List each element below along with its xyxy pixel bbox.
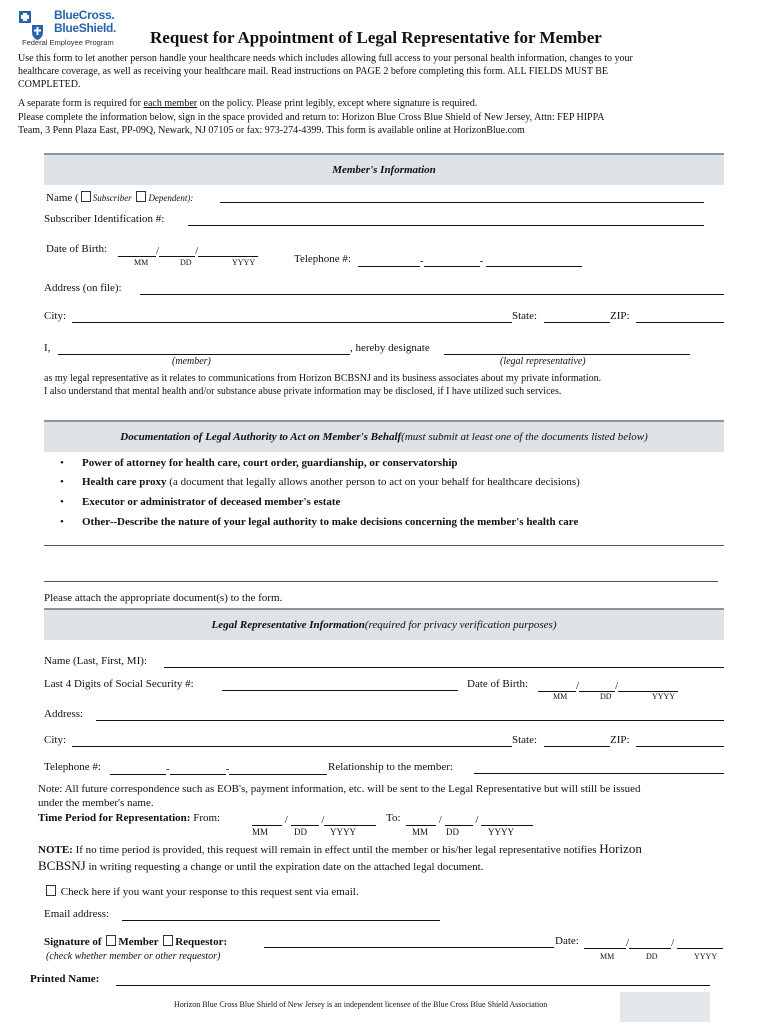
relationship-label: Relationship to the member: [328,761,453,773]
sig-date-yyyy: YYYY [694,952,718,961]
doc-item-power-of-attorney: Power of attorney for health care, court order, guardianship, or conservatorship [82,457,458,469]
note-correspondence-1: Note: All future correspondence such as EOB's, payment information, etc. will be sent to the Legal Representative but will still be issued [38,783,641,795]
page-title: Request for Appointment of Legal Representative for Member [150,28,602,47]
member-name-label: Name ( Subscriber Dependent): [46,192,194,204]
legal-rep-address-field[interactable] [96,720,724,721]
member-address-field[interactable] [140,294,724,295]
legal-rep-dob-label: Date of Birth: [467,678,529,690]
requestor-checkbox[interactable] [163,935,173,946]
signature-caption: (check whether member or other requestor) [46,951,221,962]
bullet-1: • [60,457,64,469]
member-name-field[interactable] [220,202,704,203]
intro-separate-form: A separate form is required for each member on the policy. Please print legibly, except where signature is required. [18,98,478,109]
bcbs-logo [18,8,130,50]
member-checkbox[interactable] [106,935,116,946]
doc-item-health-care-proxy: Health care proxy (a document that legally allows another person to act on your behalf for healthcare decisions) [82,476,580,488]
other-description-line-1[interactable] [44,545,724,546]
note-time-period-2: BCBSNJ in writing requesting a change or until the expiration date on the attached legal document. [38,858,484,873]
from-dd-caption: DD [294,827,307,837]
legal-rep-zip-label: ZIP: [610,734,630,746]
documentation-header: Documentation of Legal Authority to Act on Member's Behalf (must submit at least one of the documents listed below) [44,420,724,452]
to-dd-caption: DD [446,827,459,837]
member-address-label: Address (on file): [44,282,122,294]
doc-item-other: Other--Describe the nature of your legal authority to make decisions concerning the member's health care [82,516,579,528]
time-period-label: Time Period for Representation: [38,812,191,824]
dob-mm-caption: MM [134,258,149,267]
bullet-4: • [60,516,64,528]
to-mm-caption: MM [412,827,429,837]
to-yyyy-caption: YYYY [488,827,514,837]
member-dob-field[interactable]: / / [118,243,258,257]
intro-return-line-2: Team, 3 Penn Plaza East, PP-09Q, Newark, NJ 07105 or fax: 973-274-4399. This form is available online at HorizonBlue.com [18,125,525,136]
member-city-field[interactable] [72,322,512,323]
legal-rep-header: Legal Representative Information (required for privacy verification purposes) [44,608,724,640]
printed-name-label: Printed Name: [30,973,100,985]
email-field[interactable] [122,920,440,921]
ssn-field[interactable] [222,690,458,691]
attach-documents-note: Please attach the appropriate document(s) to the form. [44,592,283,604]
other-description-line-2[interactable] [44,581,718,582]
legal-rep-dob-dd: DD [600,692,612,701]
note-time-period-1: NOTE: If no time period is provided, this request will remain in effect until the member or his/her legal representative notifies Horizon [38,841,642,856]
legal-rep-state-field[interactable] [544,746,610,747]
sig-date-mm: MM [600,952,615,961]
legal-rep-name-label: Name (Last, First, MI): [44,655,147,667]
from-mm-caption: MM [252,827,269,837]
designation-i-label: I, [44,342,51,354]
legal-rep-designee-field[interactable] [444,354,690,355]
member-designator-field[interactable] [58,354,350,355]
hereby-designate-label: , hereby designate [350,342,430,354]
from-yyyy-caption: YYYY [330,827,356,837]
printed-name-field[interactable] [116,985,710,986]
intro-line-1: Use this form to let another person handle your healthcare needs which includes allowing full access to your personal health information, changes to your [18,53,633,64]
legal-rep-dob-mm: MM [553,692,568,701]
member-dob-label: Date of Birth: [46,243,108,255]
email-label: Email address: [44,908,110,920]
time-period-to-label: To: [386,812,401,824]
dob-yyyy-caption: YYYY [232,258,256,267]
each-member-emphasis: each member [143,98,198,109]
member-state-label: State: [512,310,538,322]
member-city-label: City: [44,310,67,322]
member-zip-label: ZIP: [610,310,630,322]
legal-rep-zip-field[interactable] [636,746,724,747]
legal-rep-dob-field[interactable]: / / [538,678,678,692]
member-zip-field[interactable] [636,322,724,323]
member-caption: (member) [172,356,211,367]
legal-rep-name-field[interactable] [164,667,724,668]
intro-line-2: healthcare coverage, as well as receiving your healthcare mail. Read instructions on PAGE 2 before completing this form. ALL FIELDS MUST BE [18,66,609,77]
signature-field[interactable] [264,947,554,948]
footer-barcode-box [620,992,710,1022]
legal-rep-city-field[interactable] [72,746,512,747]
subscriber-id-label: Subscriber Identification #: [44,213,165,225]
doc-item-executor: Executor or administrator of deceased member's estate [82,496,341,508]
footer-licensee-note: Horizon Blue Cross Blue Shield of New Jersey is an independent licensee of the Blue Cross Blue Shield Association [174,1000,548,1009]
relationship-field[interactable] [474,773,724,774]
time-period-row: Time Period for Representation: From: [38,812,221,824]
dob-dd-caption: DD [180,258,192,267]
intro-line-3: COMPLETED. [18,79,81,90]
legal-rep-telephone-field[interactable]: - - [110,761,327,775]
time-period-to-field[interactable]: / / [406,812,533,826]
cross-shield-icon [18,10,44,40]
legal-rep-city-label: City: [44,734,67,746]
ssn-label: Last 4 Digits of Social Security #: [44,678,194,690]
legal-rep-address-label: Address: [44,708,84,720]
member-info-header: Member's Information [44,153,724,185]
signature-date-label: Date: [555,935,579,947]
signature-date-field[interactable]: / / [584,935,723,949]
sig-date-dd: DD [646,952,658,961]
time-period-from-field[interactable]: / / [252,812,376,826]
note-correspondence-2: under the member's name. [38,797,154,809]
logo-tagline: Federal Employee Program [22,38,114,47]
bullet-3: • [60,496,64,508]
email-checkbox-row: Check here if you want your response to this request sent via email. [44,885,359,898]
legal-rep-caption: (legal representative) [500,356,586,367]
member-telephone-field[interactable]: - - [358,253,582,267]
logo-line2: BlueShield. [54,21,117,35]
logo-line1: BlueCross. [54,8,115,22]
subscriber-id-field[interactable] [188,225,704,226]
designation-statement-2: I also understand that mental health and/or substance abuse private information may be disclosed, if I have utilized such services. [44,386,562,397]
intro-return-line-1: Please complete the information below, sign in the space provided and return to: Horizon Blue Cross Blue Shield of New Jersey, Attn: FEP HIPPA [18,112,605,123]
member-telephone-label: Telephone #: [294,253,351,265]
signature-row-label: Signature of Member Requestor: [44,936,228,948]
bullet-2: • [60,476,64,488]
subscriber-checkbox[interactable] [81,191,91,202]
email-response-checkbox[interactable] [46,885,56,896]
dependent-checkbox[interactable] [136,191,146,202]
legal-rep-telephone-label: Telephone #: [44,761,101,773]
legal-rep-state-label: State: [512,734,538,746]
designation-statement-1: as my legal representative as it relates to communications from Horizon BCBSNJ and its business associates about my private information. [44,373,602,384]
member-state-field[interactable] [544,322,610,323]
legal-rep-dob-yyyy: YYYY [652,692,676,701]
